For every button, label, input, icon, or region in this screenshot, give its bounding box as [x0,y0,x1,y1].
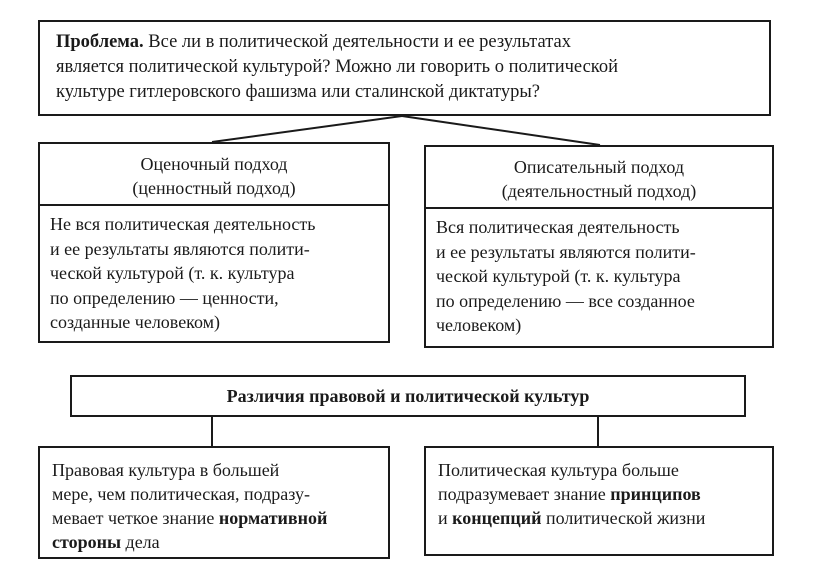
legal-line-4-text: дела [121,532,160,552]
evaluative-body-line: по определению — ценности, [50,287,279,308]
political-line-2 [438,482,760,506]
problem-box [38,20,771,116]
evaluative-body-line: Не вся политическая деятельность [50,214,316,234]
legal-line-3-text: мевает четкое знание [52,508,219,528]
evaluative-approach-body [38,206,390,343]
political-line-3-bold: концепций [452,508,542,528]
problem-line-2: является политической культурой? Можно ли говорить о политической [56,57,619,77]
connector-problem-right [402,116,600,145]
political-culture-box [424,446,774,556]
political-line-3 [438,506,760,530]
evaluative-approach-subtitle: (ценностный подход) [132,178,296,198]
evaluative-body-line: ческой культурой (т. к. культура [50,263,295,283]
descriptive-body-line: человеком) [436,315,522,335]
descriptive-body-line: Вся политическая деятельность [436,217,680,237]
descriptive-approach-title-box [424,145,774,209]
political-line-3-post: политической жизни [541,508,706,528]
differences-title-box [70,375,746,417]
descriptive-body-line: ческой культурой (т. к. культура [436,266,681,286]
evaluative-approach-title-box [38,142,390,206]
differences-title: Различия правовой и политической культур [226,386,590,406]
descriptive-approach-subtitle: (деятельностный подход) [501,181,697,201]
legal-line-2: мере, чем политическая, подразу- [52,484,311,504]
descriptive-body-line: и ее результаты являются полити- [436,241,696,262]
descriptive-approach-body [424,209,774,348]
connector-problem-left [212,116,402,142]
evaluative-body-line: созданные человеком) [50,312,221,332]
descriptive-body-line: по определению — все созданное [436,290,695,311]
political-line-3-text: и [438,508,453,528]
legal-line-1: Правовая культура в большей [52,460,280,480]
legal-line-4 [52,530,376,554]
evaluative-body-line: и ее результаты являются полити- [50,238,310,259]
political-line-2-text: подразумевает знание [438,484,611,504]
evaluative-approach-title: Оценочный подход [140,154,288,174]
problem-line-1: Все ли в политической деятельности и ее результатах [148,32,571,52]
problem-line-3: культуре гитлеровского фашизма или сталинской диктатуры? [56,82,541,102]
descriptive-approach-title: Описательный подход [513,157,685,177]
legal-culture-box [38,446,390,559]
legal-line-3 [52,506,376,530]
legal-line-4-bold: стороны [52,532,122,552]
problem-label: Проблема. [56,32,144,52]
political-line-1: Политическая культура больше [438,460,679,480]
legal-line-3-bold: нормативной [218,508,328,528]
political-line-2-bold: принципов [610,484,701,504]
